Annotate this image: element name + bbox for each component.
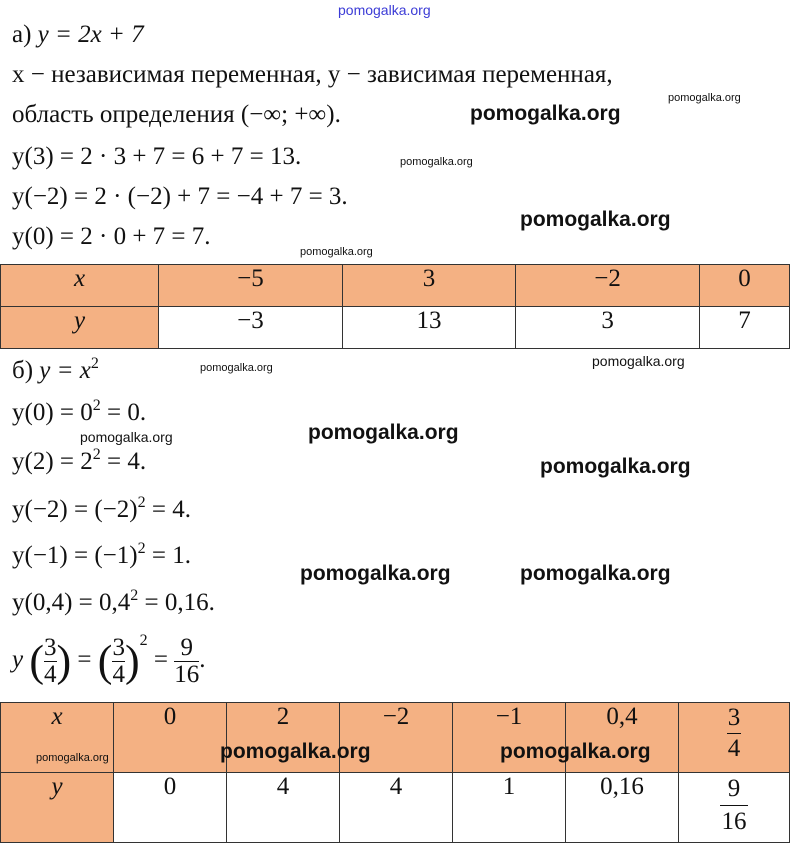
cell: 2	[227, 703, 340, 773]
cell: 0	[700, 265, 790, 307]
text: = 1.	[145, 542, 191, 569]
text: y(0,4) = 0,4	[12, 589, 131, 616]
watermark: pomogalka.org	[80, 429, 173, 445]
fraction	[727, 703, 741, 764]
paren: )	[56, 636, 72, 686]
text: = 4.	[145, 496, 191, 523]
variables-line: x − независимая переменная, y − зависимая переменная,	[12, 61, 613, 88]
cell: 4	[340, 773, 453, 843]
watermark: pomogalka.org	[500, 740, 651, 763]
watermark: pomogalka.org	[520, 208, 671, 231]
cell: −5	[159, 265, 343, 307]
table-row-y	[1, 773, 790, 843]
paren: (	[97, 636, 113, 686]
fraction	[720, 773, 748, 838]
paren: )	[124, 636, 140, 686]
part-a-heading	[12, 20, 144, 50]
row-header: y	[1, 307, 159, 349]
denominator: 4	[727, 735, 741, 762]
cell: 1	[453, 773, 566, 843]
text: = 0.	[100, 399, 147, 426]
numerator: 3	[112, 633, 125, 661]
text: y(−2) = (−2)	[12, 496, 138, 523]
numerator: 3	[727, 704, 741, 731]
exponent: 2	[92, 397, 101, 414]
fraction	[174, 635, 199, 688]
cell: 4	[227, 773, 340, 843]
table-a	[0, 264, 790, 349]
calc-line: y(0) = 2 · 0 + 7 = 7.	[12, 223, 211, 250]
row-header: x	[1, 703, 114, 773]
equals: =	[153, 646, 168, 673]
cell: 3	[516, 307, 700, 349]
cell: 13	[342, 307, 515, 349]
calc-line	[12, 495, 191, 525]
numerator: 9	[727, 775, 741, 802]
exponent: 2	[92, 446, 101, 463]
watermark: pomogalka.org	[540, 455, 691, 478]
watermark: pomogalka.org	[470, 102, 621, 125]
denominator: 4	[112, 660, 125, 688]
denominator: 4	[44, 660, 57, 688]
cell: 0,4	[566, 703, 679, 773]
table-row-x	[1, 265, 790, 307]
watermark: pomogalka.org	[308, 421, 459, 444]
calc-line: y(−2) = 2 · (−2) + 7 = −4 + 7 = 3.	[12, 183, 348, 210]
cell-fraction	[679, 703, 790, 773]
cell: 0,16	[566, 773, 679, 843]
formula: y = x	[39, 357, 91, 384]
part-label: а)	[12, 21, 32, 48]
exponent: 2	[137, 540, 146, 557]
text: y(2) = 2	[12, 448, 93, 475]
watermark: pomogalka.org	[520, 562, 671, 585]
watermark: pomogalka.org	[668, 92, 741, 104]
calc-line	[12, 588, 215, 618]
watermark: pomogalka.org	[200, 362, 273, 374]
cell: −1	[453, 703, 566, 773]
table-b	[0, 702, 790, 843]
text: .	[199, 646, 206, 673]
cell: −2	[340, 703, 453, 773]
text: y(0) = 0	[12, 399, 93, 426]
fraction	[44, 635, 57, 688]
text: = 0,16.	[138, 589, 215, 616]
watermark: pomogalka.org	[300, 562, 451, 585]
denominator: 16	[174, 660, 200, 688]
watermark-top: pomogalka.org	[338, 2, 431, 18]
calc-line	[12, 541, 191, 571]
fraction-calc-line	[12, 632, 205, 688]
table-row-y	[1, 307, 790, 349]
domain-line: область определения (−∞; +∞).	[12, 101, 341, 128]
cell: −2	[516, 265, 700, 307]
calc-line: y(3) = 2 · 3 + 7 = 6 + 7 = 13.	[12, 143, 302, 170]
text: y	[12, 646, 24, 673]
watermark: pomogalka.org	[300, 246, 373, 258]
watermark: pomogalka.org	[36, 752, 109, 764]
numerator: 3	[44, 633, 57, 661]
exponent: 2	[137, 494, 146, 511]
cell: 3	[342, 265, 515, 307]
fraction	[112, 635, 125, 688]
cell-fraction	[679, 773, 790, 843]
part-b-heading	[12, 356, 99, 386]
row-header: x	[1, 265, 159, 307]
watermark: pomogalka.org	[592, 353, 685, 369]
numerator: 9	[180, 633, 193, 661]
text: y(−1) = (−1)	[12, 542, 138, 569]
exponent: 2	[90, 355, 99, 372]
denominator: 16	[721, 808, 747, 835]
cell: 0	[114, 773, 227, 843]
cell: 0	[114, 703, 227, 773]
exponent: 2	[130, 587, 139, 604]
paren: (	[29, 636, 45, 686]
calc-line	[12, 447, 146, 477]
part-label: б)	[12, 357, 34, 384]
row-header: y	[1, 773, 114, 843]
watermark: pomogalka.org	[220, 740, 371, 763]
table-row-x	[1, 703, 790, 773]
cell: −3	[159, 307, 343, 349]
equals: =	[77, 646, 92, 673]
watermark: pomogalka.org	[400, 156, 473, 168]
exponent: 2	[139, 632, 148, 649]
calc-line	[12, 398, 146, 428]
text: = 4.	[100, 448, 147, 475]
cell: 7	[700, 307, 790, 349]
formula: y = 2x + 7	[37, 21, 144, 48]
